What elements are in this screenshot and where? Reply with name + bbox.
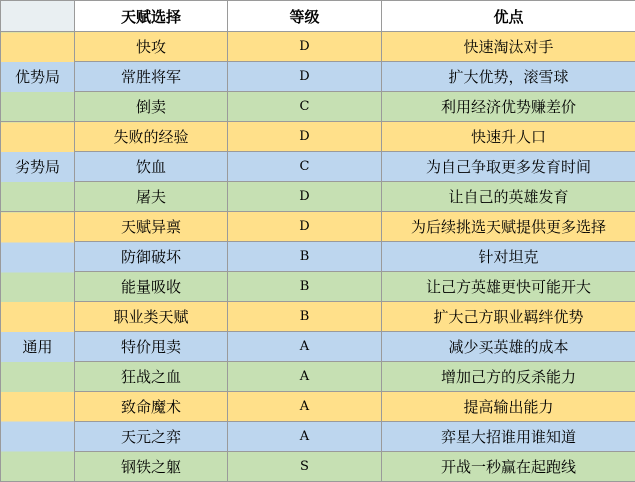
grade-cell: D — [228, 122, 382, 152]
advantage-cell: 弈星大招谁用谁知道 — [382, 422, 635, 452]
talent-cell: 快攻 — [75, 32, 228, 62]
talent-cell: 失败的经验 — [75, 122, 228, 152]
grade-cell: S — [228, 452, 382, 482]
advantage-cell: 利用经济优势赚差价 — [382, 92, 635, 122]
header-advantage: 优点 — [382, 1, 635, 32]
advantage-cell: 增加己方的反杀能力 — [382, 362, 635, 392]
table-row — [1, 152, 635, 182]
table-row — [1, 272, 635, 302]
advantage-cell: 为后续挑选天赋提供更多选择 — [382, 212, 635, 242]
grade-cell: B — [228, 302, 382, 332]
talent-cell: 狂战之血 — [75, 362, 228, 392]
header-grade: 等级 — [228, 1, 382, 32]
grade-cell: D — [228, 182, 382, 212]
header-talent: 天赋选择 — [75, 1, 228, 32]
table-row — [1, 212, 635, 242]
talent-cell: 天元之弈 — [75, 422, 228, 452]
header-group — [1, 1, 75, 32]
talent-cell: 倒卖 — [75, 92, 228, 122]
grade-cell: A — [228, 362, 382, 392]
talent-cell: 防御破坏 — [75, 242, 228, 272]
talent-cell: 天赋异禀 — [75, 212, 228, 242]
table-row — [1, 302, 635, 332]
advantage-cell: 针对坦克 — [382, 242, 635, 272]
talent-cell: 钢铁之躯 — [75, 452, 228, 482]
advantage-cell: 提高输出能力 — [382, 392, 635, 422]
table-row — [1, 422, 635, 452]
group-label-behind: 劣势局 — [1, 122, 75, 212]
advantage-cell: 让己方英雄更快可能开大 — [382, 272, 635, 302]
talent-cell: 屠夫 — [75, 182, 228, 212]
advantage-cell: 扩大优势，滚雪球 — [382, 62, 635, 92]
grade-cell: D — [228, 212, 382, 242]
talent-cell: 能量吸收 — [75, 272, 228, 302]
grade-cell: B — [228, 272, 382, 302]
table-row — [1, 332, 635, 362]
table-row — [1, 32, 635, 62]
advantage-cell: 快速淘汰对手 — [382, 32, 635, 62]
group-label-ahead: 优势局 — [1, 32, 75, 122]
talent-cell: 职业类天赋 — [75, 302, 228, 332]
table-row — [1, 62, 635, 92]
table-row — [1, 242, 635, 272]
table-row — [1, 452, 635, 482]
advantage-cell: 快速升人口 — [382, 122, 635, 152]
talent-cell: 致命魔术 — [75, 392, 228, 422]
advantage-cell: 为自己争取更多发育时间 — [382, 152, 635, 182]
grade-cell: C — [228, 92, 382, 122]
grade-cell: A — [228, 422, 382, 452]
grade-cell: A — [228, 392, 382, 422]
table-row — [1, 122, 635, 152]
table-row — [1, 92, 635, 122]
advantage-cell: 扩大己方职业羁绊优势 — [382, 302, 635, 332]
grade-cell: B — [228, 242, 382, 272]
group-label-general: 通用 — [1, 212, 75, 482]
header-row — [1, 1, 635, 32]
advantage-cell: 减少买英雄的成本 — [382, 332, 635, 362]
table-row — [1, 362, 635, 392]
talent-cell: 饮血 — [75, 152, 228, 182]
table-row — [1, 392, 635, 422]
grade-cell: D — [228, 32, 382, 62]
talent-cell: 常胜将军 — [75, 62, 228, 92]
table-row — [1, 182, 635, 212]
advantage-cell: 让自己的英雄发育 — [382, 182, 635, 212]
grade-cell: A — [228, 332, 382, 362]
grade-cell: D — [228, 62, 382, 92]
grade-cell: C — [228, 152, 382, 182]
advantage-cell: 开战一秒赢在起跑线 — [382, 452, 635, 482]
talent-cell: 特价甩卖 — [75, 332, 228, 362]
